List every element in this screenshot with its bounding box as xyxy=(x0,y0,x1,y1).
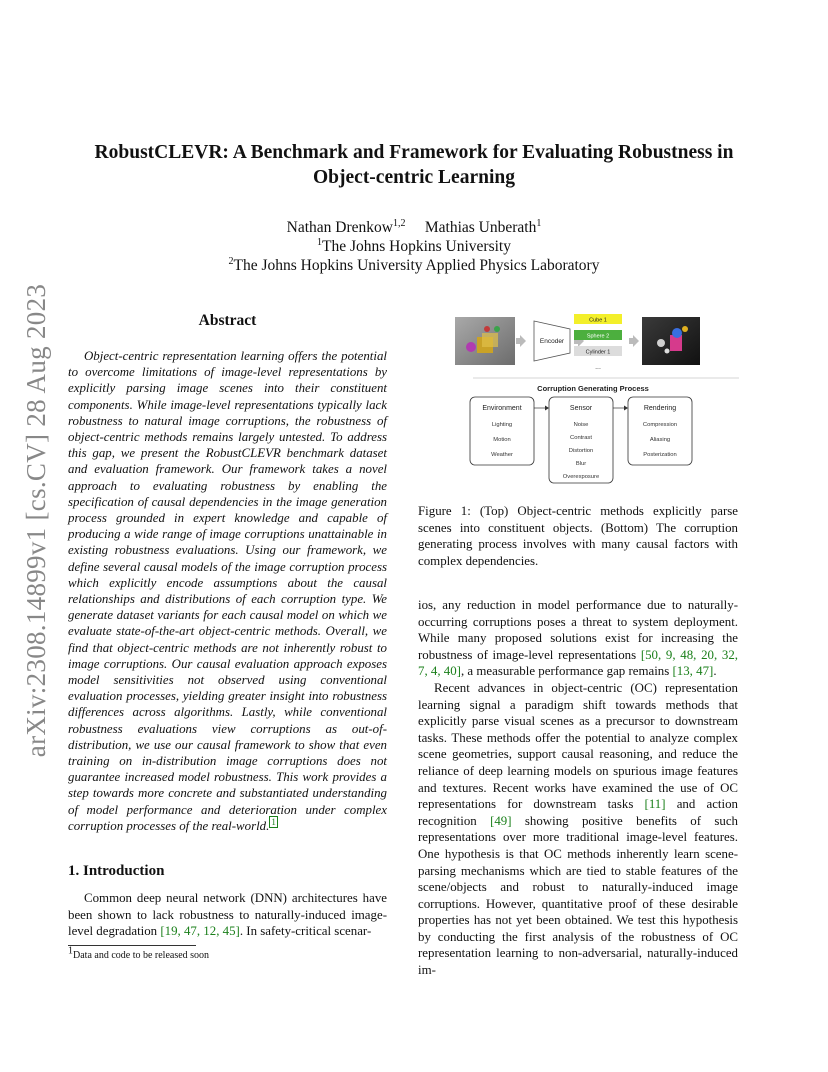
footnote: $^1$Data and code to be released soon xyxy=(68,945,210,961)
citation-link[interactable]: [13, 47] xyxy=(672,664,714,679)
author-name: Mathias Unberath xyxy=(424,219,537,236)
affiliation: $^1$The Johns Hopkins University xyxy=(316,236,511,255)
abstract-heading: Abstract xyxy=(198,312,257,329)
svg-text:Lighting: Lighting xyxy=(491,422,513,428)
intro-paragraph: Common deep neural network (DNN) architectures have been shown to lack robustness to naturally-induced image-level degradation [19, 47, 12, 45]. In safety-critical scenar- xyxy=(68,891,387,939)
svg-text:Encoder: Encoder xyxy=(539,338,565,345)
svg-text:Sensor: Sensor xyxy=(569,405,593,412)
svg-text:Weather: Weather xyxy=(491,452,513,458)
citation-link[interactable]: [50, 9, 48, 20, 32, 7, 4, 40] xyxy=(418,647,738,679)
svg-text:Corruption Generating Process: Corruption Generating Process xyxy=(537,384,649,393)
svg-text:Motion: Motion xyxy=(493,437,511,443)
author-name: Nathan Drenkow xyxy=(286,219,393,236)
figure-caption: Figure 1: (Top) Object-centric methods explicitly parse scenes into constituent objects. (Bottom) The corruption generating process involves with many causal factors with complex dependencies. xyxy=(418,504,738,568)
svg-text:...: ... xyxy=(595,364,601,371)
citation-link[interactable]: [11] xyxy=(644,797,666,812)
paragraph: ios, any reduction in model performance due to naturally-occurring corruptions poses a threat to system deployment. While many proposed solutions exist for increasing the robustness of image-level representations [50, 9, 48, 20, 32, 7, 4, 40], a measurable performance gap remains [13, 47]. xyxy=(418,598,738,679)
svg-text:Cube 1: Cube 1 xyxy=(589,317,607,324)
citation-link[interactable]: [49] xyxy=(490,813,512,828)
figure-1 xyxy=(447,307,757,492)
svg-text:Compression: Compression xyxy=(642,422,678,428)
footnote-rule xyxy=(68,945,196,946)
svg-text:Overexposure: Overexposure xyxy=(562,474,600,480)
svg-text:Environment: Environment xyxy=(482,405,522,412)
svg-text:Blur: Blur xyxy=(575,461,587,467)
svg-text:Contrast: Contrast xyxy=(570,435,592,441)
svg-text:Posterization: Posterization xyxy=(643,452,677,458)
right-column-body xyxy=(418,597,738,979)
section-heading: 1. Introduction xyxy=(68,863,165,879)
svg-text:Rendering: Rendering xyxy=(643,405,677,412)
arxiv-side-label: arXiv:2308.14899v1 [cs.CV] 28 Aug 2023 xyxy=(21,283,52,758)
paper-title: RobustCLEVR: A Benchmark and Framework for Evaluating Robustness in Object-centric Learning xyxy=(94,142,734,188)
footnote-link[interactable]: 1 xyxy=(271,816,276,827)
input-scene-image xyxy=(455,317,515,365)
svg-text:Cylinder 1: Cylinder 1 xyxy=(585,349,611,356)
abstract-text: Object-centric representation learning offers the potential to overcome limitations of image-level representations by explicitly parsing image scenes into their constituent components. While image-level representations typically lack robustness to natural image corruptions, the robustness of object-centric methods remains largely untested. To address this gap, we present the RobustCLEVR benchmark dataset and evaluation framework. Our framework takes a novel approach to evaluating robustness by enabling the specification of causal dependencies in the image generation process grounded in expert knowledge and capable of producing a wide range of image corruptions unattainable in existing robustness evaluations. Using our framework, we define several causal models of the image corruption process which explicitly encode assumptions about the causal relationships and distributions of each corruption type. We generate dataset variants for each causal model on which we evaluate state-of-the-art object-centric methods. Overall, we find that object-centric methods are not inherently robust to image corruptions. Our causal evaluation approach exposes model sensitivities not observed using conventional evaluation processes, yielding greater insight into robustness differences across algorithms. Lastly, while conventional robustness evaluations view corruptions as out-of-distribution, we use our causal framework to show that even training on in-distribution image corruptions does not guarantee increased model robustness. This work provides a step towards more concrete and substantiated understanding of model performance and deterioration under complex corruption processes of the real-world. $^1$ xyxy=(68,349,387,833)
svg-text:Distortion: Distortion xyxy=(568,448,594,454)
svg-text:Aliasing: Aliasing xyxy=(649,437,671,443)
svg-text:Noise: Noise xyxy=(573,422,589,428)
affiliation: $^2$The Johns Hopkins University Applied Physics Laboratory xyxy=(228,255,600,274)
svg-text:Sphere 2: Sphere 2 xyxy=(586,333,610,340)
paragraph: Recent advances in object-centric (OC) representation learning signal a paradigm shift towards methods that explicitly parse visual scenes as a precursor to downstream tasks. These methods offer the potential to analyze complex scene geometries, support causal reasoning, and reduce the reliance of deep learning models on spurious image features and textures. Recent works have examined the use of OC representations for downstream tasks [11] and action recognition [49] showing positive benefits of such representations over more traditional image-level features. One hypothesis is that OC methods inherently learn scene-parsing mechanisms which are tied to stable features of the scene/objects and robust to naturally-induced image corruptions. However, quantitative proof of these desirable properties has not yet been obtained. We test this hypothesis by conducting the first analysis of the robustness of OC representation learning to non-adversarial, naturally-induced im- xyxy=(418,680,738,978)
citation-link[interactable]: [19, 47, 12, 45] xyxy=(160,924,240,939)
output-scene-image xyxy=(642,317,700,365)
author-block: Nathan Drenkow$^{1,2}$ Mathias Unberath$^1$ $^1$The Johns Hopkins University $^2$The Johns Hopkins University Applied Physics Laboratory xyxy=(60,218,768,275)
